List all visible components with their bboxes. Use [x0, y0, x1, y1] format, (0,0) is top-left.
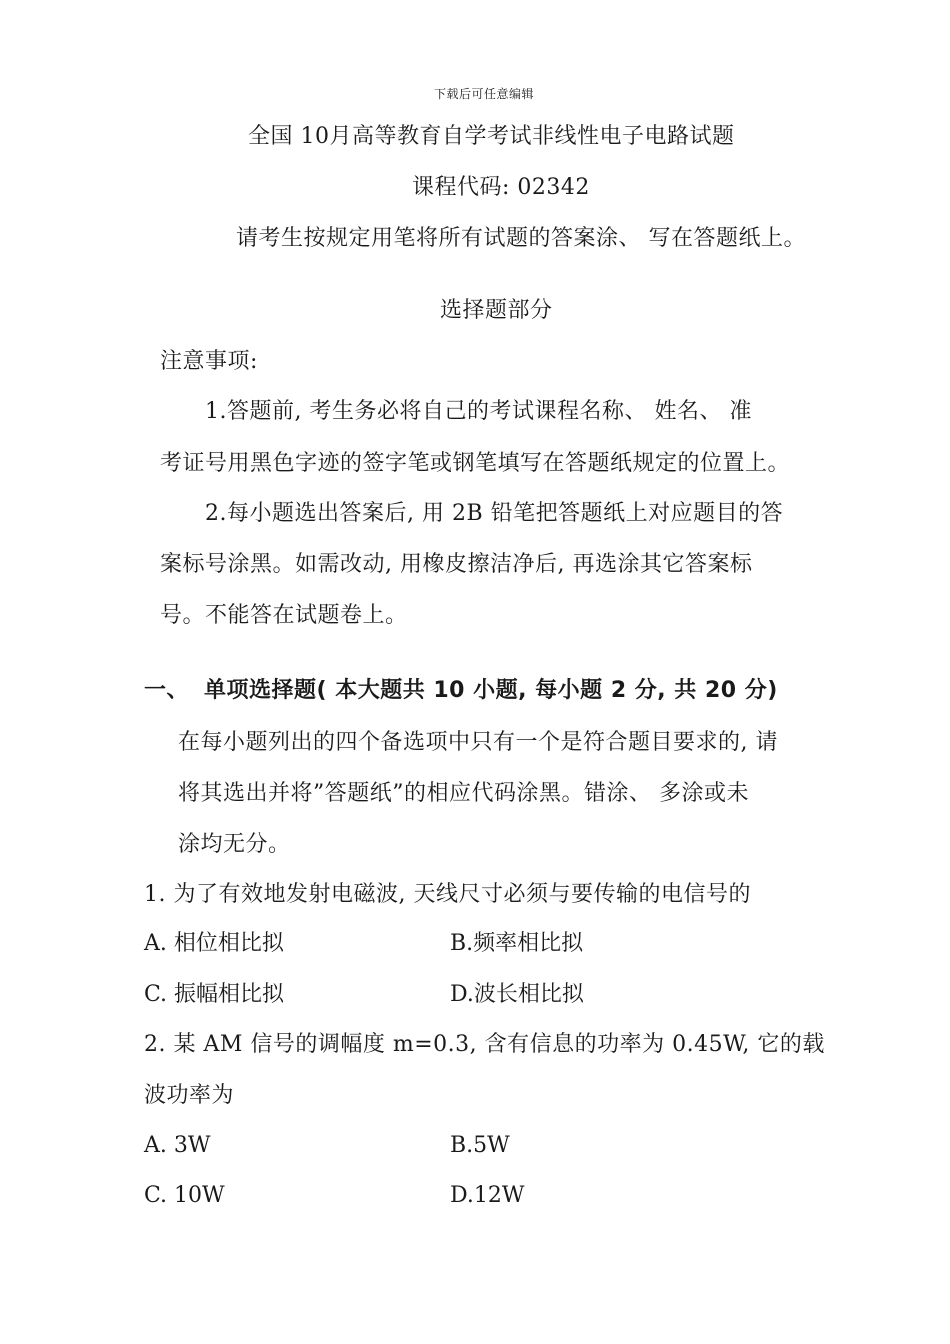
- instruction-text: 请考生按规定用笔将所有试题的答案涂、 写在答题纸上。: [236, 226, 806, 251]
- note-1-line-1: 1.答题前, 考生务必将自己的考试课程名称、 姓名、 准: [205, 399, 752, 424]
- question-2-option-d: D.12W: [450, 1183, 525, 1208]
- question-2-option-c: C. 10W: [144, 1183, 225, 1208]
- question-2-stem-line-1: 2. 某 AM 信号的调幅度 m=0.3, 含有信息的功率为 0.45W, 它的载: [144, 1032, 825, 1057]
- exam-title: 全国 10月高等教育自学考试非线性电子电路试题: [248, 124, 735, 149]
- question-2-option-a: A. 3W: [144, 1133, 211, 1158]
- header-note: 下载后可任意编辑: [434, 87, 535, 101]
- question-1-option-b: B.频率相比拟: [450, 931, 584, 956]
- question-1-option-a: A. 相位相比拟: [144, 931, 284, 956]
- notes-heading: 注意事项:: [160, 349, 258, 374]
- part-one-desc-line-1: 在每小题列出的四个备选项中只有一个是符合题目要求的, 请: [178, 730, 778, 755]
- course-code: 课程代码: 02342: [412, 175, 590, 200]
- section-title: 选择题部分: [440, 298, 553, 323]
- part-one-desc-line-3: 涂均无分。: [178, 832, 291, 857]
- question-2-option-b: B.5W: [450, 1133, 510, 1158]
- question-1-option-d: D.波长相比拟: [450, 982, 584, 1007]
- note-2-line-1: 2.每小题选出答案后, 用 2B 铅笔把答题纸上对应题目的答: [205, 501, 784, 526]
- part-one-number: 一、: [144, 678, 190, 703]
- note-2-line-2: 案标号涂黑。如需改动, 用橡皮擦洁净后, 再选涂其它答案标: [160, 552, 753, 577]
- note-2-line-3: 号。不能答在试题卷上。: [160, 603, 408, 628]
- question-2-stem-line-2: 波功率为: [144, 1083, 235, 1108]
- question-1-option-c: C. 振幅相比拟: [144, 982, 285, 1007]
- part-one-desc-line-2: 将其选出并将”答题纸”的相应代码涂黑。错涂、 多涂或未: [178, 781, 749, 806]
- note-1-line-2: 考证号用黑色字迹的签字笔或钢笔填写在答题纸规定的位置上。: [160, 451, 791, 476]
- question-1-stem: 1. 为了有效地发射电磁波, 天线尺寸必须与要传输的电信号的: [144, 882, 751, 907]
- part-one-heading: 单项选择题( 本大题共 10 小题, 每小题 2 分, 共 20 分): [204, 678, 778, 703]
